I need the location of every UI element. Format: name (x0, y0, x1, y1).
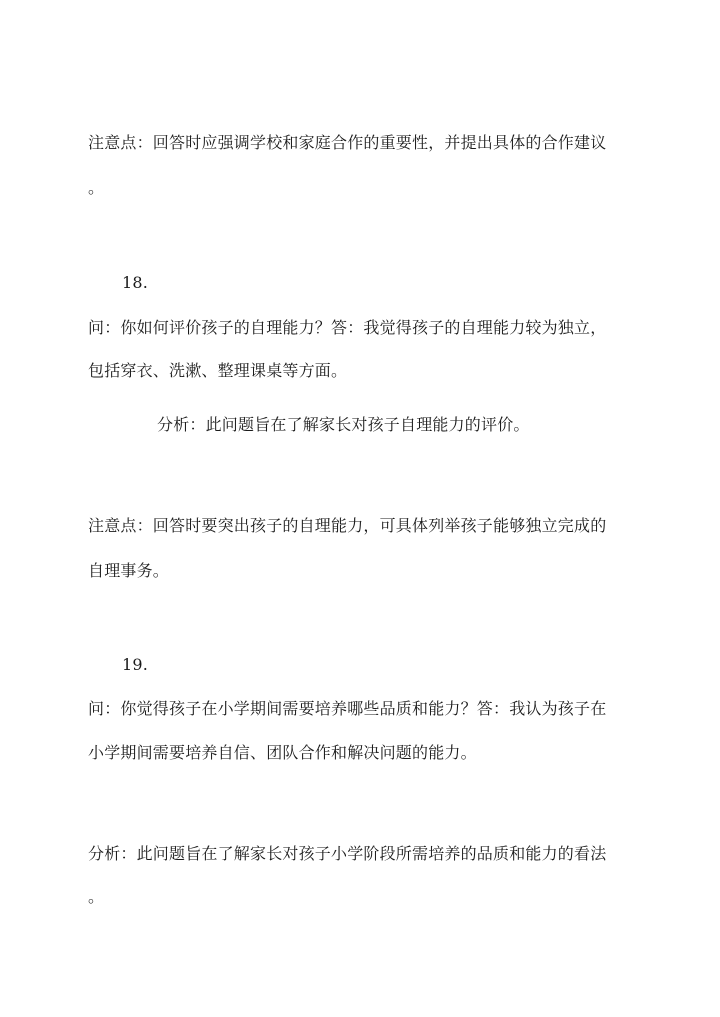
question-18-note: 注意点：回答时要突出孩子的自理能力，可具体列举孩子能够独立完成的 (88, 516, 607, 535)
question-19-analysis: 分析：此问题旨在了解家长对孩子小学阶段所需培养的品质和能力的看法 (88, 844, 607, 863)
question-number-18: 18. (122, 273, 149, 292)
question-number-19: 19. (122, 655, 149, 674)
question-19-text: 问：你觉得孩子在小学期间需要培养哪些品质和能力？答：我认为孩子在 (88, 699, 607, 718)
question-18-analysis: 分析：此问题旨在了解家长对孩子自理能力的评价。 (157, 415, 530, 434)
question-19-text-continuation: 小学期间需要培养自信、团队合作和解决问题的能力。 (88, 743, 477, 762)
question-18-text-continuation: 包括穿衣、洗漱、整理课桌等方面。 (88, 361, 348, 380)
note-text: 注意点：回答时应强调学校和家庭合作的重要性，并提出具体的合作建议 (88, 133, 607, 152)
question-19-analysis-continuation: 。 (88, 887, 105, 906)
note-text-continuation: 。 (88, 178, 105, 197)
question-18-text: 问：你如何评价孩子的自理能力？答：我觉得孩子的自理能力较为独立， (88, 318, 607, 337)
question-18-note-continuation: 自理事务。 (88, 561, 170, 580)
